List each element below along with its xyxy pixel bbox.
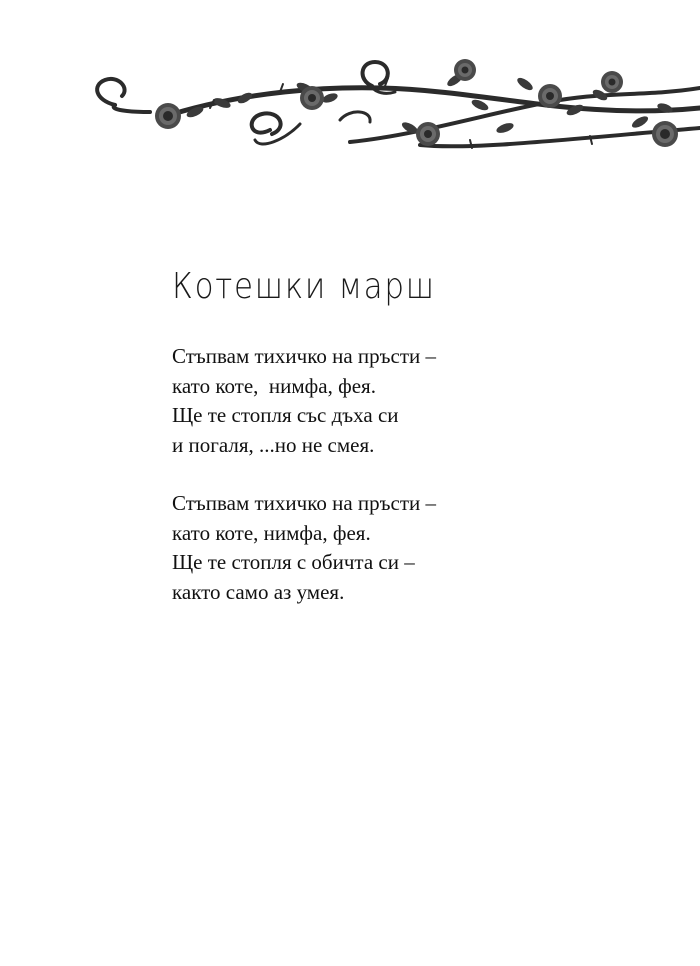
poem-line: Ще те стопля със дъха си bbox=[172, 403, 399, 427]
poem-line: Стъпвам тихичко на пръсти – bbox=[172, 491, 436, 515]
rose bbox=[416, 122, 440, 146]
poem-line: Ще те стопля с обичта си – bbox=[172, 550, 415, 574]
leaf bbox=[630, 114, 650, 130]
rose bbox=[538, 84, 562, 108]
poem-line: Стъпвам тихичко на пръсти – bbox=[172, 344, 436, 368]
vine-swirl bbox=[114, 105, 150, 112]
poem-title: Котешки марш bbox=[172, 266, 436, 307]
poem-line: като коте, нимфа, фея. bbox=[172, 373, 376, 398]
vine-swirl bbox=[97, 79, 124, 105]
vine-swirl bbox=[252, 113, 281, 134]
rose bbox=[601, 71, 623, 93]
rose-vine-icon bbox=[0, 0, 700, 180]
poem-line: както само аз умея. bbox=[172, 579, 345, 604]
stanza bbox=[172, 342, 436, 460]
poem-body bbox=[172, 342, 436, 607]
stanza bbox=[172, 489, 436, 607]
rose bbox=[155, 103, 181, 129]
vine-swirl bbox=[340, 112, 370, 122]
rose bbox=[454, 59, 476, 81]
rose bbox=[300, 86, 324, 110]
poem-line: и погаля, ...но не смея. bbox=[172, 432, 375, 457]
leaf bbox=[495, 121, 515, 135]
leaf bbox=[515, 76, 534, 93]
rose bbox=[652, 121, 678, 147]
poem-line: като коте, нимфа, фея. bbox=[172, 520, 371, 545]
vine-swirl bbox=[363, 62, 388, 86]
